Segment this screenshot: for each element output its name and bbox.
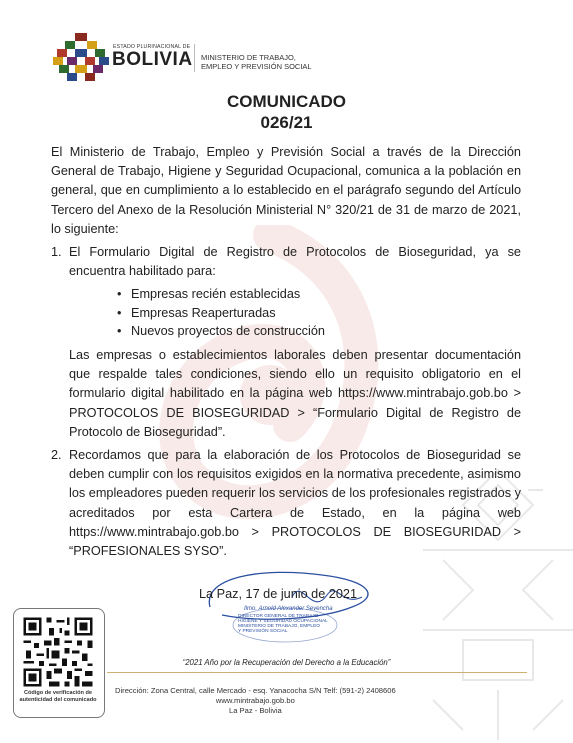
bullet-item: • Empresas recién establecidas [117, 285, 325, 304]
header-divider [194, 44, 195, 72]
ministry-line-1: MINISTERIO DE TRABAJO, [201, 53, 296, 62]
qr-caption-line-1: Código de verificación de [23, 690, 93, 696]
qr-code-icon[interactable] [21, 615, 95, 689]
stamp-line: Y PREVISIÓN SOCIAL [238, 629, 288, 634]
footer [115, 686, 396, 717]
document-title: COMUNICADO [227, 92, 346, 111]
footer-website[interactable]: www.mintrabajo.gob.bo [215, 696, 295, 706]
item-2-number: 2. [51, 448, 62, 462]
bullet-item: • Nuevos proyectos de construcción [117, 322, 325, 341]
stamp-text [238, 614, 328, 634]
stamp-line: DIRECTOR GENERAL DE TRABAJO [238, 614, 319, 619]
item-1-bullet-list [117, 285, 325, 341]
item-2-text: Recordamos que para la elaboración de los Protocolos de Bioseguridad se deben cumplir con los requisitos exigidos en la normativa precedente, asimismo los empleadores pueden requerir los servicios de los profesionales registrados y acreditados por esta Cartera de Estado, en la página web https://www.mintrabajo.gob.bo > PROTOCOLOS DE BIOSEGURIDAD > “PROFESIONALES SYSO”. [69, 448, 521, 559]
bolivia-logo-icon [53, 33, 109, 81]
item-1-number: 1. [51, 245, 62, 259]
qr-caption-line-2: autenticidad del comunicado [19, 697, 97, 703]
intro-paragraph: El Ministerio de Trabajo, Empleo y Previsión Social a través de la Dirección General de Trabajo, Higiene y Seguridad Ocupacional, comunica a la población en general, que en cumplimiento a lo establecido en el parágrafo segundo del Artículo Tercero del Anexo de la Resolución Ministerial N° 320/21 de 31 de marzo de 2021, lo siguiente: [51, 145, 521, 236]
bolivia-wordmark: BOLIVIA [112, 49, 193, 70]
stamp-line: HIGIENE Y SEGURIDAD OCUPACIONAL [238, 619, 328, 624]
footer-address: Dirección: Zona Central, calle Mercado - esq. Yanacocha S/N Telf: (591-2) 2408606 [115, 686, 396, 695]
bullet-item: • Empresas Reaperturadas [117, 304, 325, 323]
item-1-text: El Formulario Digital de Registro de Protocolos de Bioseguridad, ya se encuentra habilitado para: [69, 245, 521, 279]
ministry-line-2: EMPLEO Y PREVISIÓN SOCIAL [201, 62, 312, 71]
footer-city: La Paz - Bolivia [228, 706, 282, 716]
year-slogan: “2021 Año por la Recuperación del Derecho a la Educación” [182, 658, 391, 667]
footer-divider [107, 672, 527, 673]
qr-caption [14, 690, 102, 704]
ministry-name [201, 53, 312, 71]
signatory-name: Ilmo. Arnold Alexander Sevencha [244, 606, 333, 612]
estado-plurinacional-label: ESTADO PLURINACIONAL DE [113, 44, 191, 50]
item-1-followup: Las empresas o establecimientos laborales deben presentar documentación que respalde tales condiciones, siendo ello un requisito obligatorio en el formulario digital habilitado en la página web https://www.mintrabajo.gob.bo > PROTOCOLOS DE BIOSEGURIDAD > “Formulario Digital de Registro de Protocolo de Bioseguridad”. [69, 348, 521, 439]
document-number: 026/21 [260, 113, 313, 132]
stamp-line: MINISTERIO DE TRABAJO, EMPLEO [238, 624, 321, 629]
date-line: La Paz, 17 de junio de 2021 [199, 587, 358, 601]
